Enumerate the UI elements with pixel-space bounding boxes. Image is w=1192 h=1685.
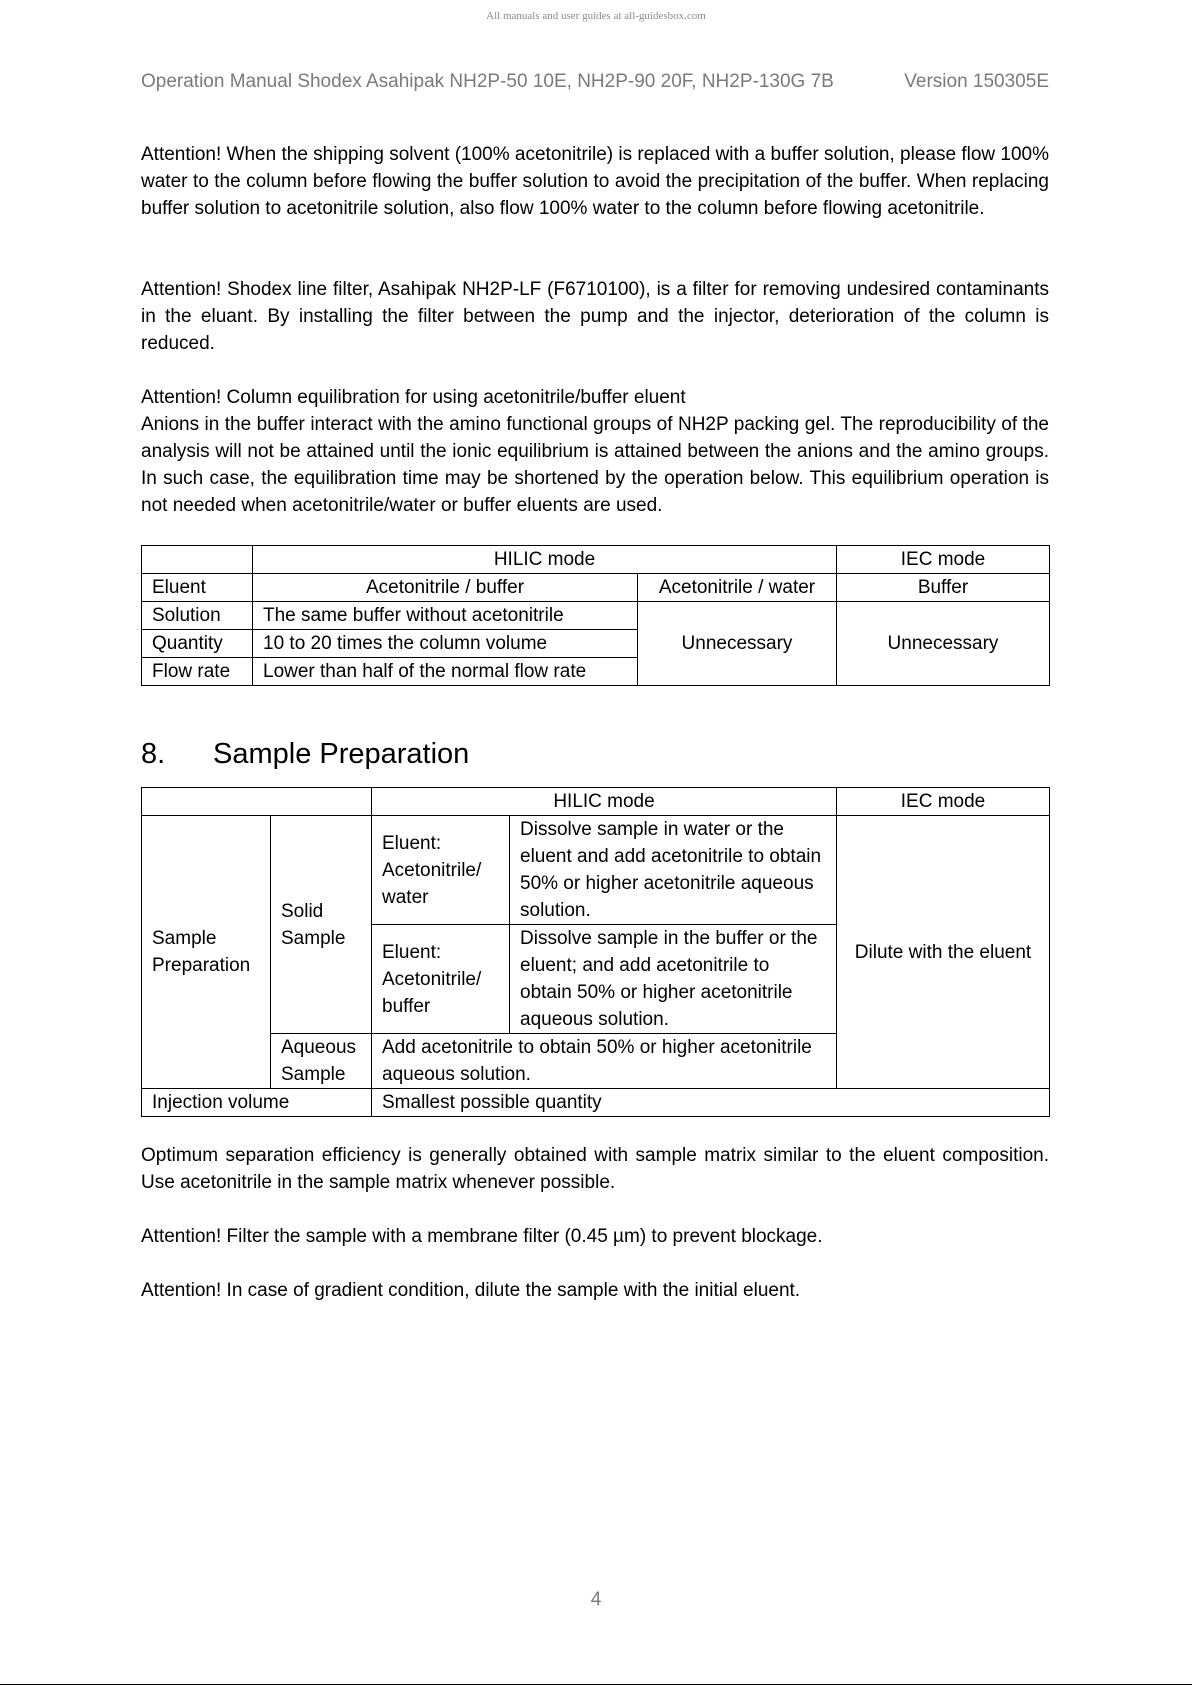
paragraph-equilibration-title: Attention! Column equilibration for using acetonitrile/buffer eluent [141, 387, 686, 408]
table-row [142, 1089, 1050, 1117]
table-row [142, 816, 1050, 925]
section-heading [141, 738, 469, 771]
table-cell: Add acetonitrile to obtain 50% or higher acetonitrile aqueous solution. [372, 1034, 837, 1089]
manual-title: Operation Manual Shodex Asahipak NH2P-50 10E, NH2P-90 20F, NH2P-130G 7B [141, 71, 834, 92]
table-cell: IEC mode [837, 788, 1050, 816]
table-cell: Acetonitrile / water [638, 574, 837, 602]
table-row [142, 546, 1050, 574]
section-number: 8. [141, 738, 166, 770]
paragraph-separation-efficiency: Optimum separation efficiency is generally obtained with sample matrix similar to the eluent composition. Use acetonitrile in the sample matrix whenever possible. [141, 1145, 1049, 1193]
paragraph-line-filter: Attention! Shodex line filter, Asahipak NH2P-LF (F6710100), is a filter for removing undesired contaminants in the eluant. By installing the filter between the pump and the injector, deterioration of the column is reduced. [141, 279, 1049, 354]
table-cell: Smallest possible quantity [372, 1089, 1050, 1117]
table-cell: Unnecessary [638, 602, 837, 686]
table-cell: Solid Sample [271, 816, 372, 1034]
table-cell: Injection volume [142, 1089, 372, 1117]
table-cell: Quantity [142, 630, 253, 658]
equilibration-table [141, 545, 1050, 686]
table-cell: Buffer [837, 574, 1050, 602]
table-cell: IEC mode [837, 546, 1050, 574]
sample-preparation-table [141, 787, 1050, 1117]
table-cell: Lower than half of the normal flow rate [253, 658, 638, 686]
table-cell: Eluent: Acetonitrile/ buffer [372, 925, 510, 1034]
paragraph-gradient: Attention! In case of gradient condition, dilute the sample with the initial eluent. [141, 1280, 801, 1301]
table-cell: Sample Preparation [142, 816, 271, 1089]
table-cell [142, 546, 253, 574]
page-number: 4 [590, 1589, 602, 1610]
running-header [141, 71, 1049, 93]
table-cell [142, 788, 372, 816]
table-cell: Unnecessary [837, 602, 1050, 686]
paragraph-membrane-filter: Attention! Filter the sample with a membrane filter (0.45 µm) to prevent blockage. [141, 1226, 823, 1247]
table-cell: HILIC mode [253, 546, 837, 574]
table-cell: Dilute with the eluent [837, 816, 1050, 1089]
version-label: Version 150305E [904, 71, 1049, 92]
table-cell: Flow rate [142, 658, 253, 686]
table-row [142, 788, 1050, 816]
watermark: All manuals and user guides at all-guidesbox.com [486, 10, 706, 22]
table-cell: The same buffer without acetonitrile [253, 602, 638, 630]
table-cell: Solution [142, 602, 253, 630]
table-cell: Eluent: Acetonitrile/ water [372, 816, 510, 925]
section-title: Sample Preparation [213, 738, 470, 770]
table-cell: HILIC mode [372, 788, 837, 816]
table-cell: Aqueous Sample [271, 1034, 372, 1089]
table-cell: Acetonitrile / buffer [253, 574, 638, 602]
table-cell: Dissolve sample in the buffer or the eluent; and add acetonitrile to obtain 50% or higher acetonitrile aqueous solution. [510, 925, 837, 1034]
table-cell: Eluent [142, 574, 253, 602]
table-row [142, 574, 1050, 602]
paragraph-shipping-solvent: Attention! When the shipping solvent (100% acetonitrile) is replaced with a buffer solution, please flow 100% water to the column before flowing the buffer solution to avoid the precipitation of the buffer. When replacing buffer solution to acetonitrile solution, also flow 100% water to the column before flowing acetonitrile. [141, 144, 1049, 219]
table-cell: Dissolve sample in water or the eluent and add acetonitrile to obtain 50% or higher acetonitrile aqueous solution. [510, 816, 837, 925]
paragraph-equilibration-body: Anions in the buffer interact with the amino functional groups of NH2P packing gel. The reproducibility of the analysis will not be attained until the ionic equilibrium is attained between the anions and the amino groups. In such case, the equilibration time may be shortened by the operation below. This equilibrium operation is not needed when acetonitrile/water or buffer eluents are used. [141, 414, 1049, 516]
table-row [142, 602, 1050, 630]
table-cell: 10 to 20 times the column volume [253, 630, 638, 658]
